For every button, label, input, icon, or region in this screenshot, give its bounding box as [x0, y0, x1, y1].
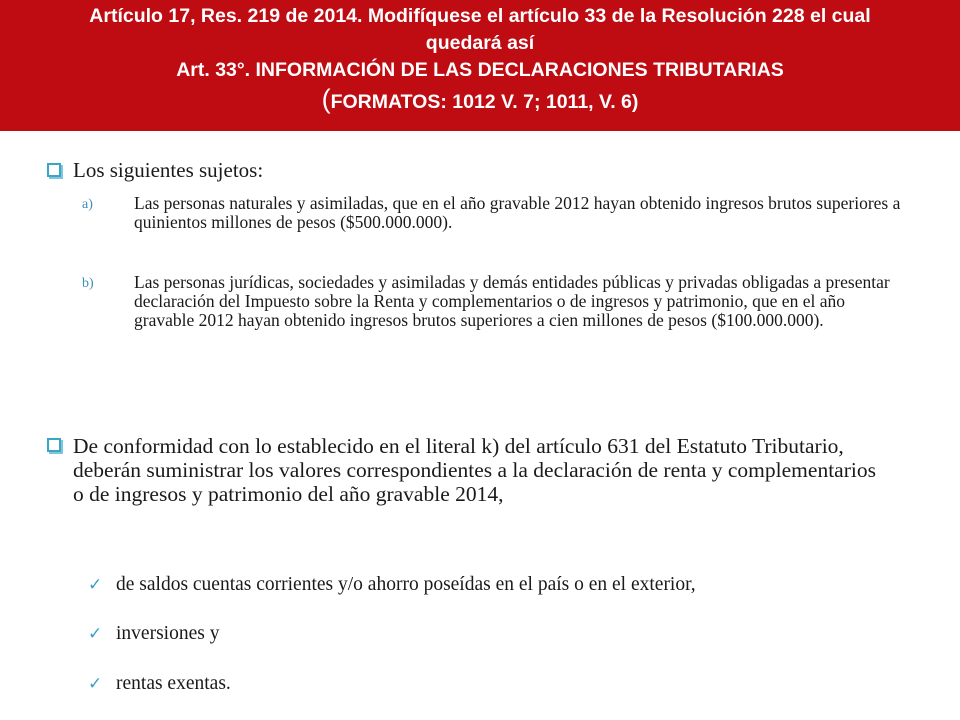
header-line-3: Art. 33°. INFORMACIÓN DE LAS DECLARACIONES TRIBUTARIAS	[176, 59, 784, 81]
slide-body	[0, 131, 960, 720]
checklist-item-text: rentas exentas.	[116, 673, 231, 694]
checklist-item-text: de saldos cuentas corrientes y/o ahorro poseídas en el país o en el exterior,	[116, 574, 696, 595]
slide-header	[0, 0, 960, 131]
list-item-b	[82, 273, 902, 330]
header-formats: FORMATOS: 1012 V. 7; 1011, V. 6)	[330, 91, 639, 113]
list-item-text: Las personas naturales y asimiladas, que en el año gravable 2012 hayan obtenido ingresos brutos superiores a quinientos millones de pesos ($500.000.000).	[134, 193, 901, 232]
square-bullet-icon	[47, 438, 61, 452]
checklist-item	[88, 574, 928, 596]
square-bullet-icon	[47, 163, 61, 177]
checklist-item	[88, 623, 928, 645]
checkmark-icon: ✓	[88, 575, 103, 595]
checklist-item	[88, 673, 928, 695]
section-1-heading: Los siguientes sujetos:	[73, 158, 264, 182]
header-open-paren: (	[321, 84, 331, 114]
checklist-item-text: inversiones y	[116, 623, 220, 644]
section-2-bullet	[47, 434, 887, 506]
checkmark-icon: ✓	[88, 674, 103, 694]
list-letter: b)	[82, 276, 94, 291]
header-line-2: quedará así	[425, 32, 535, 54]
header-line-4	[0, 84, 960, 117]
section-1-bullet	[47, 159, 927, 181]
list-letter: a)	[82, 197, 93, 212]
list-item-a	[82, 194, 902, 232]
header-line-1: Artículo 17, Res. 219 de 2014. Modifíquese el artículo 33 de la Resolución 228 el cual	[89, 5, 871, 27]
list-item-text: Las personas jurídicas, sociedades y asimiladas y demás entidades públicas y privadas obligadas a presentar declaración del Impuesto sobre la Renta y complementarios o de ingresos y patrimonio, que en el año gravable 2012 hayan obtenido ingresos brutos superiores a cien millones de pesos ($100.000.000).	[134, 272, 890, 330]
checkmark-icon: ✓	[88, 624, 103, 644]
section-2-text: De conformidad con lo establecido en el literal k) del artículo 631 del Estatuto Tributario, deberán suministrar los valores correspondientes a la declaración de renta y complementarios o de ingresos y patrimonio del año gravable 2014,	[73, 434, 876, 506]
